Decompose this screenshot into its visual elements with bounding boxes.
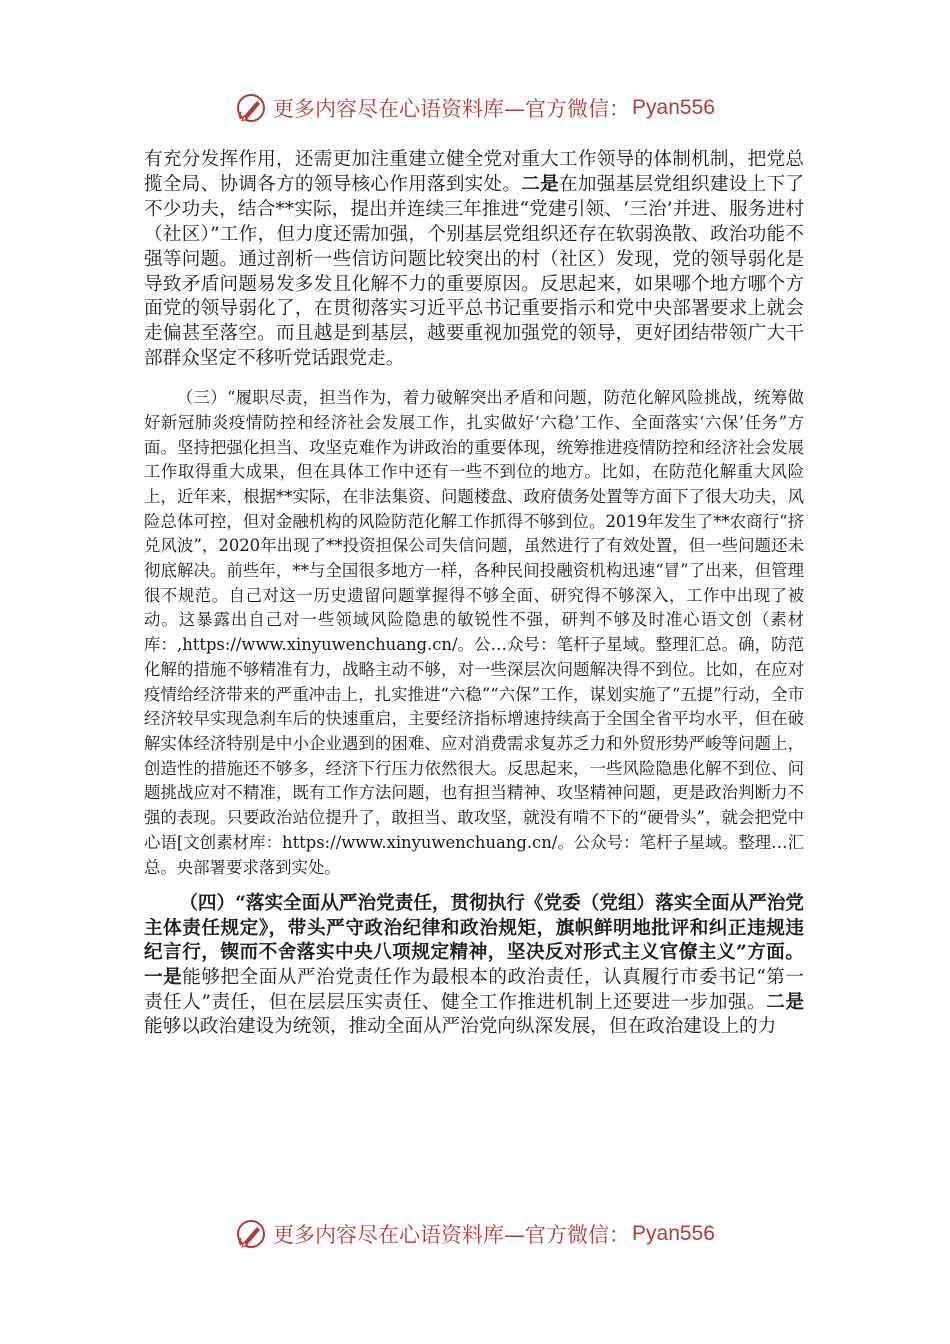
banner-wechat-id: Pyan556 — [632, 96, 715, 119]
point-marker-two: 二是 — [521, 173, 560, 195]
paragraph-text: 在加强基层党组织建设上下了不少功夫，结合**实际，提出并连续三年推进“党建引领、‘三治’并进、服务进村（社区）”工作，但力度还需加强，个别基层党组织还存在软弱涣散、政治功能不强等问题。通过剖析一些信访问题比较突出的村（社区）发现，党的领导弱化是导致矛盾问题易发多发且化解不力的重要原因。反思起来，如果哪个地方哪个方面党的领导弱化了，在贯彻落实习近平总书记重要指示和党中央部署要求上就会走偏甚至落空。而且越是到基层，越要重视加强党的领导，更好团结带领广大干部群众坚定不移听党话跟党走。 — [144, 173, 804, 370]
banner-wechat-id: Pyan556 — [632, 1222, 715, 1245]
banner-text: 更多内容尽在心语资料库—官方微信： — [273, 97, 631, 121]
section-four-heading: （四）“落实全面从严治党责任，贯彻执行《党委（党组）落实全面从严治党主体责任规定》，带头严守政治纪律和政治规矩，旗帜鲜明地批评和纠正违规违纪言行，锲而不舍落实中央八项规定精神，坚决反对形式主义官僚主义”方面。 — [144, 893, 804, 964]
paragraph-text: 能够以政治建设为统领，推动全面从严治党向纵深发展，但在政治建设上的力 — [144, 1016, 777, 1038]
point-marker-two: 二是 — [766, 991, 804, 1013]
point-marker-one: 一是 — [144, 967, 183, 988]
footer-watermark-banner — [0, 1212, 950, 1256]
banner-text: 更多内容尽在心语资料库—官方微信： — [273, 1223, 631, 1247]
paragraph-section-three — [144, 386, 804, 880]
paragraph-section-four — [144, 892, 804, 1040]
pen-logo-icon — [235, 1218, 267, 1250]
header-watermark-banner — [0, 86, 950, 130]
paragraph-party-leadership — [144, 148, 804, 372]
paragraph-text: 能够把全面从严治党责任作为最根本的政治责任，认真履行市委书记“第一责任人”责任，但在层层压实责任、健全工作推进机制上还要进一步加强。 — [144, 967, 804, 1013]
paragraph-text: 有充分发挥作用，还需更加注重建立健全党对重大工作领导的体制机制，把党总揽全局、协调各方的领导核心作用落到实处。 — [144, 149, 804, 195]
pen-logo-icon — [235, 92, 267, 124]
document-body — [144, 148, 804, 1040]
paragraph-text: （三）“履职尽责，担当作为，着力破解突出矛盾和问题，防范化解风险挑战，统筹做好新冠肺炎疫情防控和经济社会发展工作，扎实做好‘六稳’工作、全面落实‘六保’任务”方面。坚持把强化担当、攻坚克难作为讲政治的重要体现，统筹推进疫情防控和经济社会发展工作取得重大成果，但在具体工作中还有一些不到位的地方。比如，在防范化解重大风险上，近年来，根据**实际，在非法集资、问题楼盘、政府债务处置等方面下了很大功夫，风险总体可控，但对金融机构的风险防范化解工作抓得不够到位。2019年发生了**农商行“挤兑风波”，2020年出现了**投资担保公司失信问题，虽然进行了有效处置，但一些问题还未彻底解决。前些年，**与全国很多地方一样，各种民间投融资机构迅速“冒”了出来，但管理很不规范。自己对这一历史遗留问题掌握得不够全面、研究得不够深入，工作中出现了被动。这暴露出自己对一些领域风险隐患的敏锐性不强，研判不够及时准心语文创（素材库：,https://www.xinyuwenchuang.cn/。公…众号：笔杆子星域。整理汇总。确，防范化解的措施不够精准有力，战略主动不够，对一些深层次问题解决得不到位。比如，在应对疫情给经济带来的严重冲击上，扎实推进“六稳”“六保”工作，谋划实施了“五提”行动，全市经济较早实现急刹车后的快速重启，主要经济指标增速持续高于全国全省平均水平，但在破解实体经济特别是中小企业遇到的困难、应对消费需求复苏乏力和外贸形势严峻等问题上，创造性的措施还不够多，经济下行压力依然很大。反思起来，一些风险隐患化解不到位、问题挑战应对不精准，既有工作方法问题，也有担当精神、攻坚精神问题，更是政治判断力不强的表现。只要政治站位提升了，敢担当、敢攻坚，就没有啃不下的“硬骨头”，就会把党中心语[文创素材库：https://www.xinyuwenchuang.cn/。公众号：笔杆子星域。整理…汇总。央部署要求落到实处。 — [144, 388, 804, 877]
